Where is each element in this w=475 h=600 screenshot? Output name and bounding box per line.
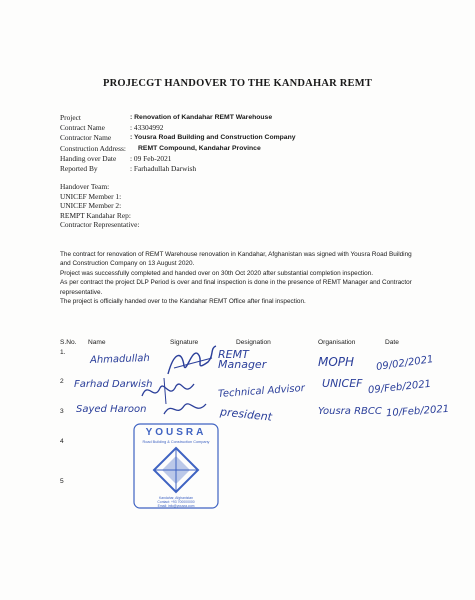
header-date: Date xyxy=(385,339,399,346)
handwritten-designation: REMT Manager xyxy=(218,348,267,371)
field-value: : Yousra Road Building and Construction Company xyxy=(130,134,296,142)
signature-row-3 xyxy=(160,398,210,420)
field-label: Reported By xyxy=(60,164,98,174)
team-line: Contractor Representative: xyxy=(60,220,140,230)
field-row-handing-over-date xyxy=(60,154,296,164)
field-value: : Farhadullah Darwish xyxy=(130,164,197,174)
row-number: 2 xyxy=(60,378,64,385)
header-organisation: Organisation xyxy=(318,339,356,346)
handover-team-list xyxy=(60,182,139,230)
handwritten-date: 09/Feb/2021 xyxy=(367,378,432,397)
field-value: : 09 Feb-2021 xyxy=(130,153,172,163)
handwritten-designation: president xyxy=(219,405,273,424)
row-number: 1. xyxy=(60,349,66,356)
handwritten-date: 09/02/2021 xyxy=(375,354,435,373)
body-paragraphs xyxy=(60,250,420,306)
paragraph: The contract for renovation of REMT Warehouse renovation in Kandahar, Afghanistan was signed with Yousra Road Building and Construction Company on 13 August 2020. xyxy=(60,251,412,268)
row-number: 5 xyxy=(60,478,64,485)
field-row-construction-address xyxy=(60,144,296,154)
row-number: 4 xyxy=(60,438,64,445)
stamp-line: Contact: +93 700000000 xyxy=(157,500,195,504)
row-number: 3 xyxy=(60,408,64,415)
handwritten-designation: Technical Advisor xyxy=(217,382,306,401)
header-designation: Designation xyxy=(236,339,271,346)
header-sno: S.No. xyxy=(60,339,77,346)
team-line: UNICEF Member 1: xyxy=(60,191,122,201)
paragraph: Project was successfully completed and handed over on 30th Oct 2020 after substantial completion inspection. xyxy=(60,269,373,277)
handwritten-organisation: Yousra RBCC xyxy=(318,406,382,417)
field-value: : 43304992 xyxy=(130,123,164,133)
header-name: Name xyxy=(88,339,106,346)
field-row-contract-name xyxy=(60,123,296,133)
handwritten-name: Ahmadullah xyxy=(89,352,150,367)
handwritten-organisation: UNICEF xyxy=(322,377,363,390)
handwritten-name: Sayed Haroon xyxy=(76,404,147,415)
stamp-logo-icon xyxy=(128,418,224,514)
field-value: : Renovation of Kandahar REMT Warehouse xyxy=(130,114,273,121)
signature-row-1 xyxy=(164,344,220,380)
handwritten-name: Farhad Darwish xyxy=(74,379,153,390)
field-row-project xyxy=(60,113,296,123)
team-line: Handover Team: xyxy=(60,182,110,191)
field-label: Contractor Name xyxy=(60,133,112,143)
handwritten-date: 10/Feb/2021 xyxy=(385,403,450,420)
project-fields xyxy=(60,113,296,174)
field-row-reported-by xyxy=(60,164,296,174)
handwritten-organisation: MOPH xyxy=(318,355,355,369)
document-title: PROJECGT HANDOVER TO THE KANDAHAR REMT xyxy=(102,78,373,89)
stamp-line: Email: info@yousra.com xyxy=(157,504,195,508)
paragraph: The project is officially handed over to the Kandahar REMT Office after final inspection. xyxy=(60,298,306,306)
field-row-contractor-name xyxy=(60,133,296,143)
field-value: REMT Compound, Kandahar Province xyxy=(138,144,261,152)
field-label: Project xyxy=(60,113,81,122)
field-label: Contract Name xyxy=(60,123,105,133)
field-label: Handing over Date xyxy=(60,153,117,163)
company-stamp xyxy=(128,418,224,514)
stamp-company: Road Building & Construction Company xyxy=(142,440,210,444)
team-line: UNICEF Member 2: xyxy=(60,201,122,211)
header-signature: Signature xyxy=(170,339,199,346)
field-label: Construction Address: xyxy=(60,143,126,153)
team-line: REMPT Kandahar Rep: xyxy=(60,210,131,220)
stamp-brand: YOUSRA xyxy=(145,427,207,438)
stamp-line: Kandahar, Afghanistan xyxy=(158,496,194,500)
paragraph: As per contract the project DLP Period is over and final inspection is done in the presence of REMT Manager and Contractor representative. xyxy=(60,279,412,296)
